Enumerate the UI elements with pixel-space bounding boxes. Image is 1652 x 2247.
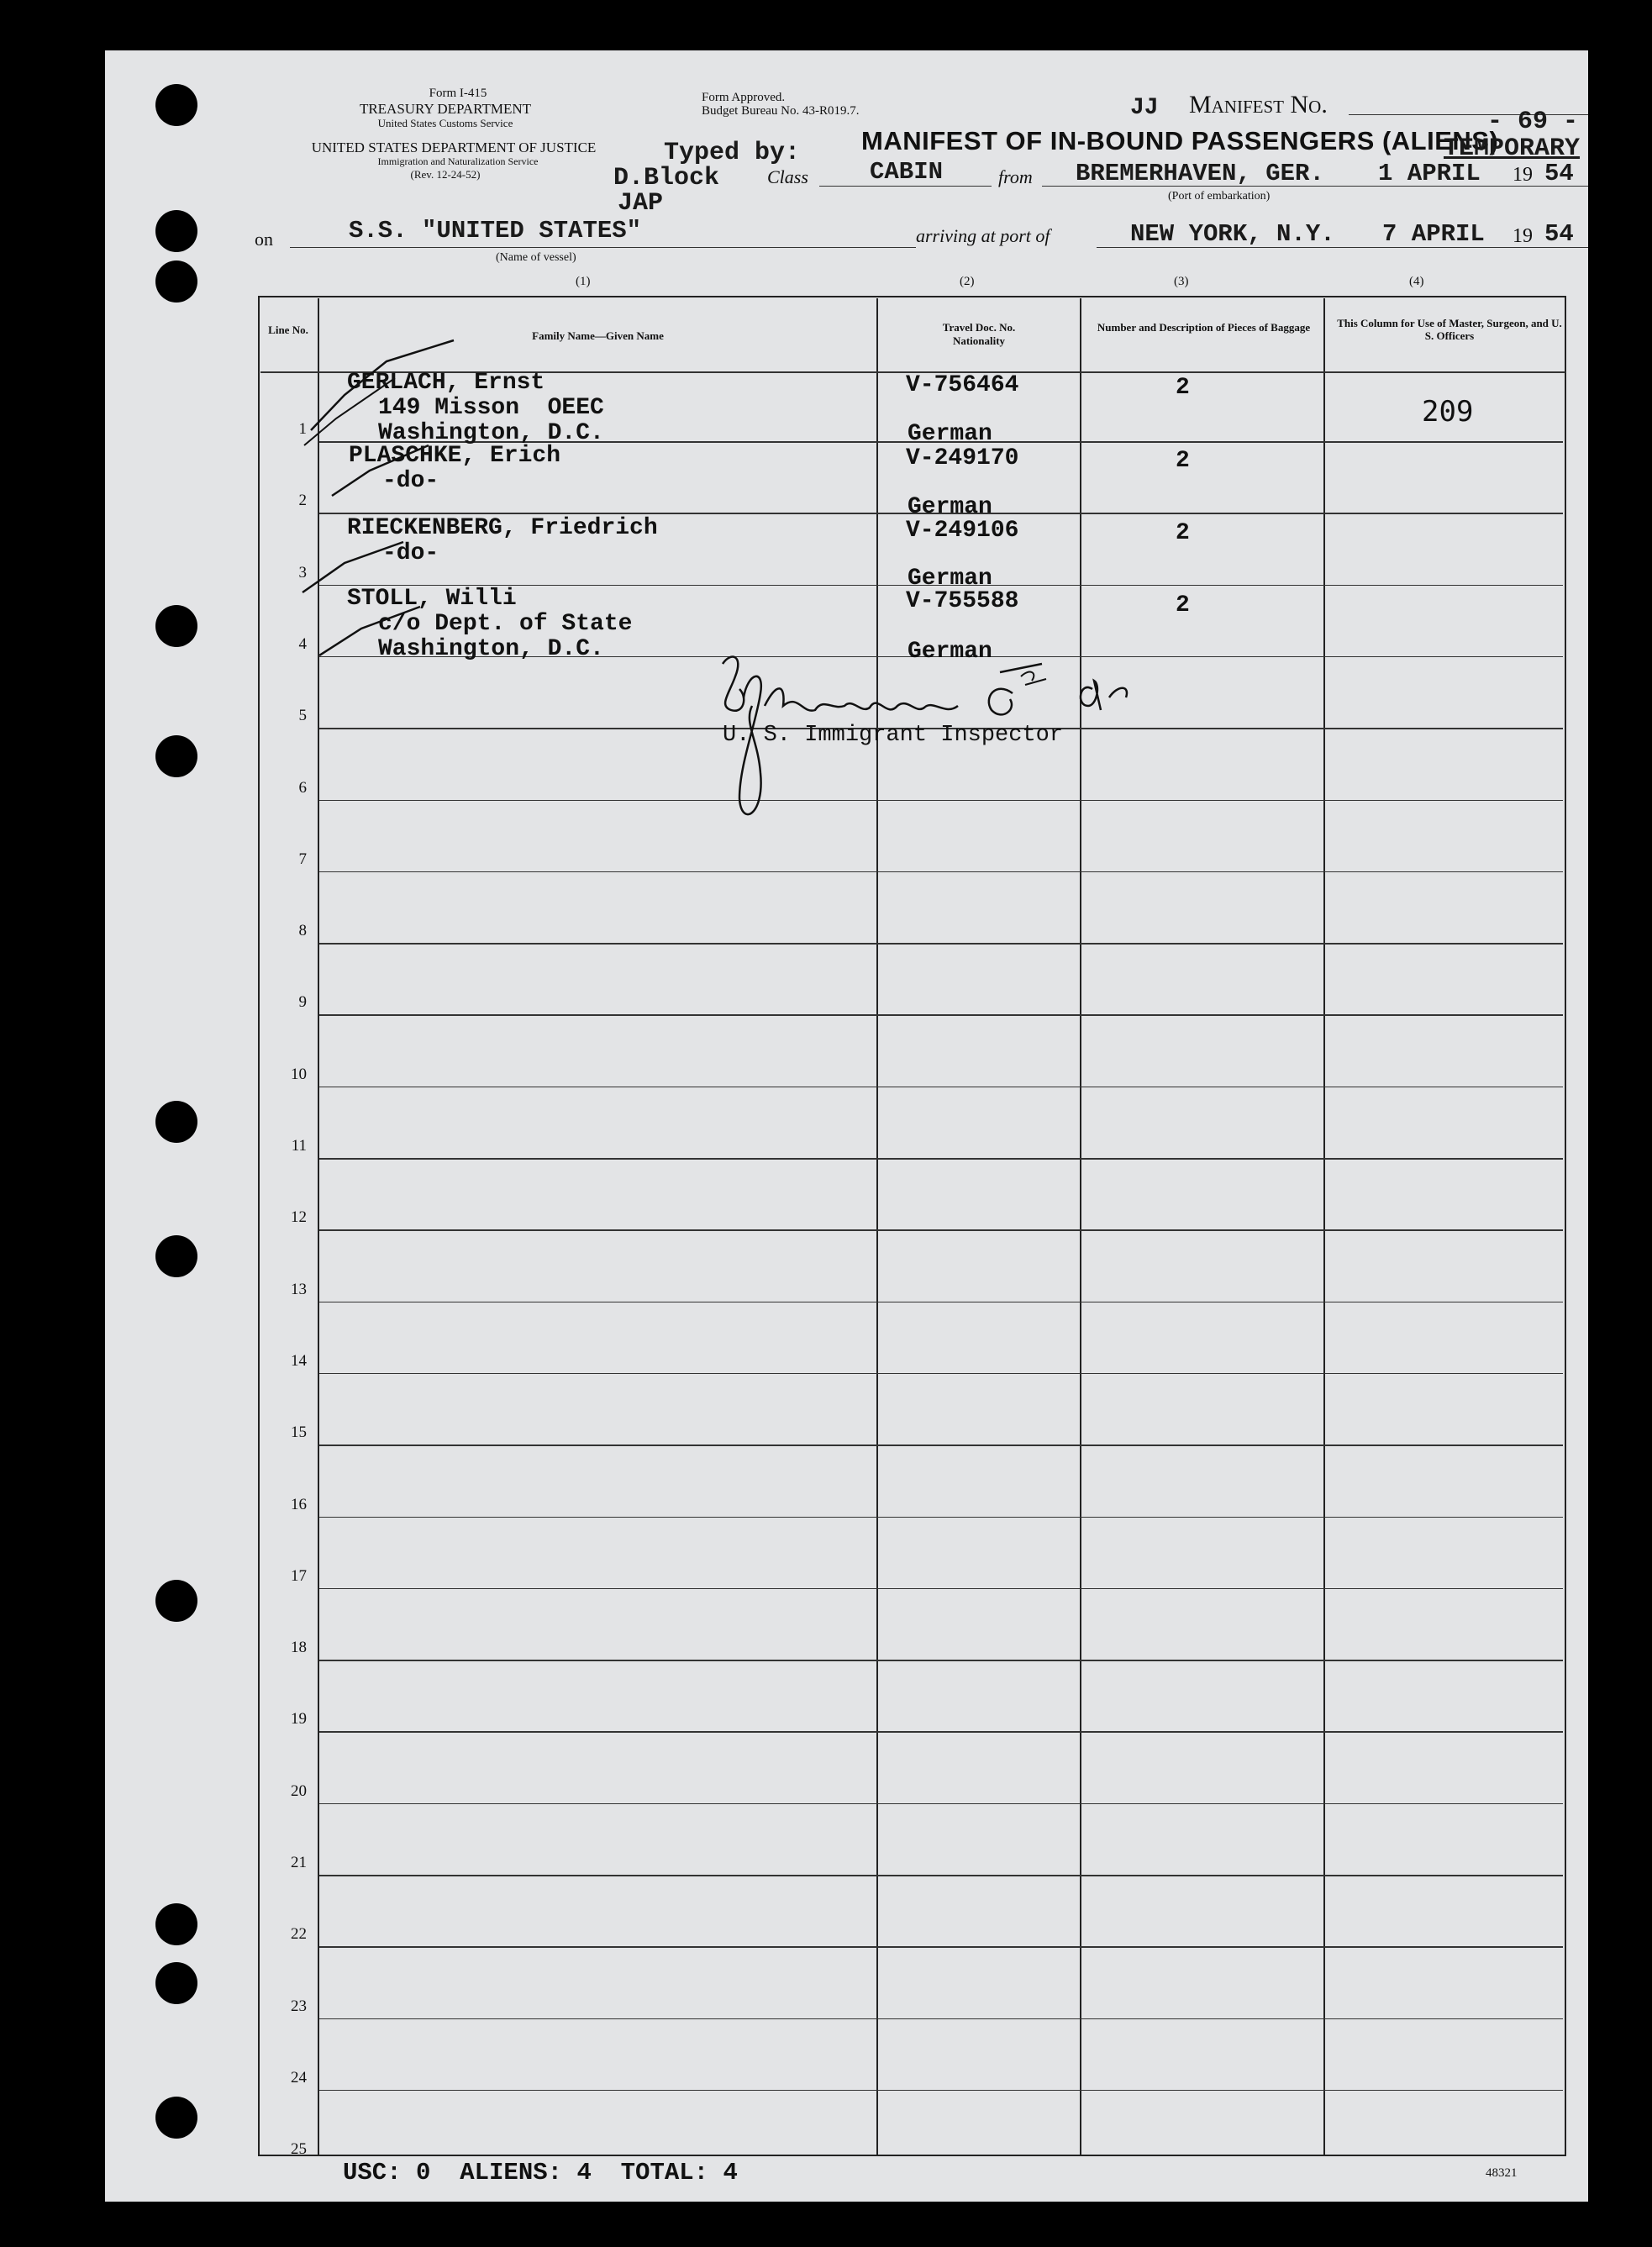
from-year-prefix: 19 [1513, 164, 1533, 186]
from-label: from [998, 166, 1033, 187]
class-label: Class [767, 166, 808, 187]
line-number: 14 [291, 1351, 307, 1370]
arriving-year: 54 [1544, 220, 1574, 248]
passenger-travel-doc: V-249170 [906, 445, 1019, 471]
passenger-nationality: German [908, 494, 992, 520]
line-number: 11 [291, 1137, 307, 1155]
line-number: 23 [291, 1997, 307, 2015]
line-number: 17 [291, 1566, 307, 1585]
line-number: 5 [298, 707, 307, 725]
treasury-department: TREASURY DEPARTMENT [359, 101, 532, 117]
passenger-address: c/o Dept. of State [378, 611, 633, 637]
typed-by-1: D.Block [613, 164, 720, 192]
justice-department: UNITED STATES DEPARTMENT OF JUSTICE [311, 139, 597, 155]
passenger-baggage: 2 [1176, 375, 1190, 401]
line-number: 20 [291, 1781, 307, 1800]
line-number: 13 [291, 1280, 307, 1298]
budget-bureau: Budget Bureau No. 43-R019.7. [702, 104, 860, 118]
passenger-name: GERLACH, Ernst [347, 370, 545, 396]
col-num-3: (3) [1174, 275, 1189, 288]
inspector-caption: U. S. Immigrant Inspector [723, 723, 1064, 748]
revision: (Rev. 12-24-52) [410, 168, 481, 181]
line-number: 7 [298, 850, 307, 868]
line-number: 15 [291, 1423, 307, 1442]
header-travel-doc: Travel Doc. No. [942, 321, 1016, 334]
customs-service: United States Customs Service [377, 117, 513, 129]
line-number: 10 [291, 1065, 307, 1083]
manifest-no: - 69 - [1487, 108, 1579, 136]
arriving-year-prefix: 19 [1513, 225, 1533, 247]
passenger-travel-doc: V-756464 [906, 372, 1019, 398]
arriving-label: arriving at port of [916, 225, 1050, 246]
initials: JJ [1130, 95, 1159, 121]
manifest-no-label: Manifest No. [1189, 91, 1328, 118]
passenger-address: -do- [382, 540, 439, 566]
form-number: Form I-415 [429, 87, 487, 100]
passenger-baggage: 2 [1176, 520, 1190, 546]
typed-by-label: Typed by: [664, 139, 801, 167]
header-nationality: Nationality [952, 334, 1006, 347]
header-officers: This Column for Use of Master, Surgeon, and U. S. Officers [1337, 317, 1562, 342]
line-number: 22 [291, 1925, 307, 1944]
passenger-name: PLASCHKE, Erich [349, 443, 561, 469]
passenger-travel-doc: V-249106 [906, 518, 1019, 544]
class-value: CABIN [870, 158, 944, 186]
footer-totals: USC: 0 ALIENS: 4 TOTAL: 4 [343, 2159, 738, 2186]
vessel-caption: (Name of vessel) [496, 251, 576, 264]
line-number: 4 [298, 634, 307, 653]
temporary-stamp: TEMPORARY [1444, 134, 1581, 163]
officer-note: 209 [1422, 395, 1474, 429]
form-approved: Form Approved. [702, 91, 786, 104]
footer-code: 48321 [1486, 2166, 1518, 2180]
passenger-address: -do- [382, 468, 439, 494]
line-number: 16 [291, 1495, 307, 1513]
passenger-name: RIECKENBERG, Friedrich [347, 515, 658, 541]
passenger-address: Washington, D.C. [378, 420, 604, 446]
passenger-baggage: 2 [1176, 592, 1190, 618]
line-number: 3 [298, 563, 307, 581]
col-num-4: (4) [1409, 275, 1424, 288]
line-number: 6 [298, 778, 307, 797]
line-number: 9 [298, 993, 307, 1012]
line-number: 8 [298, 922, 307, 940]
header-line-no: Line No. [268, 324, 308, 336]
typed-by-2: JAP [618, 189, 664, 218]
passenger-name: STOLL, Willi [347, 586, 517, 612]
line-number: 24 [291, 2068, 307, 2086]
arriving-port: NEW YORK, N.Y. [1130, 220, 1335, 248]
vessel-name: S.S. "UNITED STATES" [349, 217, 642, 245]
from-year: 54 [1544, 160, 1574, 187]
port-caption: (Port of embarkation) [1168, 190, 1271, 203]
arriving-date: 7 APRIL [1382, 220, 1485, 248]
line-number: 25 [291, 2140, 307, 2159]
ins-service: Immigration and Naturalization Service [377, 155, 539, 167]
col-num-2: (2) [960, 275, 975, 288]
line-number: 1 [298, 420, 307, 438]
on-label: on [255, 229, 273, 250]
passenger-travel-doc: V-755588 [906, 588, 1019, 614]
line-number: 21 [291, 1854, 307, 1871]
line-number: 2 [298, 492, 307, 510]
passenger-nationality: German [908, 421, 992, 447]
line-number: 12 [291, 1208, 307, 1227]
line-number: 19 [291, 1710, 307, 1729]
from-date: 1 APRIL [1378, 160, 1481, 187]
line-number: 18 [291, 1639, 307, 1657]
passenger-address: 149 Misson OEEC [378, 395, 604, 421]
passenger-address: Washington, D.C. [378, 636, 604, 662]
manifest-title: MANIFEST OF IN-BOUND PASSENGERS (ALIENS) [861, 126, 1499, 155]
passenger-baggage: 2 [1176, 448, 1190, 474]
from-value: BREMERHAVEN, GER. [1076, 160, 1324, 187]
header-baggage: Number and Description of Pieces of Baggage [1097, 321, 1311, 334]
passenger-nationality: German [908, 566, 992, 592]
header-name: Family Name—Given Name [532, 329, 664, 342]
col-num-1: (1) [576, 275, 591, 288]
passenger-nationality: German [908, 639, 992, 665]
